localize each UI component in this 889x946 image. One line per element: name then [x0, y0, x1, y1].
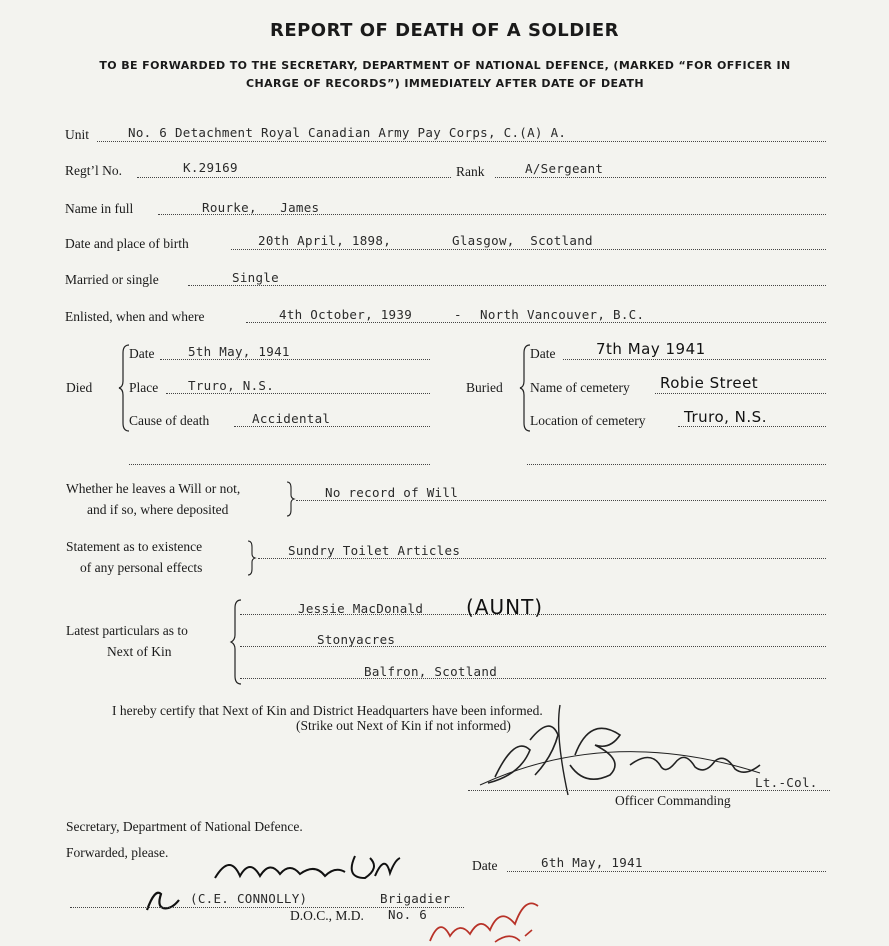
will-value: No record of Will	[325, 485, 459, 500]
forward-date-label: Date	[472, 858, 498, 873]
brigadier-name: (C.E. CONNOLLY)	[190, 891, 308, 906]
forward-date-value: 6th May, 1941	[541, 855, 643, 870]
buried-extra-line	[527, 464, 826, 465]
unit-label: Unit	[65, 127, 90, 142]
birth-place: Glasgow, Scotland	[452, 233, 593, 248]
enlisted-label: Enlisted, when and where	[65, 309, 205, 324]
regt-line	[137, 177, 451, 178]
brigadier-mark	[143, 884, 183, 914]
birth-label: Date and place of birth	[65, 236, 189, 251]
officer-line	[468, 790, 830, 791]
regt-label: Regt’l No.	[65, 163, 122, 178]
secretary-line: Secretary, Department of National Defence.	[66, 819, 303, 834]
enlisted-date: 4th October, 1939	[279, 307, 413, 322]
rank-line	[495, 177, 826, 178]
died-place-line	[166, 393, 430, 394]
enlisted-dash: -	[454, 307, 462, 322]
will-label-line-1: Whether he leaves a Will or not,	[66, 481, 241, 496]
instructions-line-2: CHARGE OF RECORDS”) IMMEDIATELY AFTER DATE OF DEATH	[246, 77, 644, 90]
cause-value: Accidental	[252, 411, 331, 426]
certification-note: (Strike out Next of Kin if not informed)	[296, 718, 511, 733]
cause-label: Cause of death	[129, 413, 210, 428]
red-annotation	[420, 886, 560, 946]
doc-number: No. 6	[388, 907, 428, 922]
doc-label: D.O.C., M.D.	[290, 908, 364, 923]
birth-date: 20th April, 1898,	[258, 233, 392, 248]
officer-rank: Lt.-Col.	[755, 775, 818, 790]
married-line	[188, 285, 826, 286]
forwarded-line: Forwarded, please.	[66, 845, 169, 860]
will-line	[296, 500, 826, 501]
effects-value: Sundry Toilet Articles	[288, 543, 461, 558]
buried-date-line	[563, 359, 826, 360]
forwarded-initials	[205, 848, 405, 888]
effects-label-line-2: of any personal effects	[80, 560, 203, 575]
cemetery-location-value: Truro, N.S.	[684, 408, 767, 426]
rank-value: A/Sergeant	[525, 161, 604, 176]
effects-label-line-1: Statement as to existence	[66, 539, 203, 554]
effects-line	[258, 558, 826, 559]
brigadier-rank: Brigadier	[380, 891, 451, 906]
cause-line	[234, 426, 430, 427]
kin-relationship: (AUNT)	[466, 595, 544, 619]
will-label-line-2: and if so, where deposited	[87, 502, 229, 517]
married-label: Married or single	[65, 272, 159, 287]
kin-line-3	[240, 678, 826, 679]
died-date-label: Date	[129, 346, 155, 361]
certification-text: I hereby certify that Next of Kin and District Headquarters have been informed.	[112, 703, 543, 718]
buried-label: Buried	[466, 380, 503, 395]
unit-value: No. 6 Detachment Royal Canadian Army Pay Corps, C.(A) A.	[128, 125, 567, 140]
died-extra-line	[129, 464, 430, 465]
birth-line	[231, 249, 826, 250]
will-brace	[285, 480, 295, 518]
enlisted-line	[246, 322, 826, 323]
buried-date-value: 7th May 1941	[596, 340, 706, 358]
cemetery-location-line	[678, 426, 826, 427]
name-value: Rourke, James	[202, 200, 320, 215]
buried-date-label: Date	[530, 346, 556, 361]
cemetery-value: Robie Street	[660, 374, 759, 392]
kin-name: Jessie MacDonald	[298, 601, 424, 616]
died-date-value: 5th May, 1941	[188, 344, 290, 359]
officer-signature	[460, 695, 780, 805]
enlisted-place: North Vancouver, B.C.	[480, 307, 645, 322]
died-place-label: Place	[129, 380, 159, 395]
instructions-line-1: TO BE FORWARDED TO THE SECRETARY, DEPARTMENT OF NATIONAL DEFENCE, (MARKED “FOR OFFICER IN	[99, 59, 791, 72]
cemetery-line	[655, 393, 826, 394]
forward-date-line	[507, 871, 826, 872]
cemetery-location-label: Location of cemetery	[530, 413, 646, 428]
kin-label-line-1: Latest particulars as to	[66, 623, 188, 638]
died-place-value: Truro, N.S.	[188, 378, 275, 393]
kin-address-2: Balfron, Scotland	[364, 664, 498, 679]
married-value: Single	[232, 270, 279, 285]
effects-brace	[246, 539, 256, 577]
page-title: REPORT OF DEATH OF A SOLDIER	[269, 20, 620, 41]
name-label: Name in full	[65, 201, 134, 216]
kin-brace	[231, 598, 243, 686]
died-date-line	[160, 359, 430, 360]
regt-value: K.29169	[183, 160, 238, 175]
kin-address-1: Stonyacres	[317, 632, 396, 647]
died-label: Died	[66, 380, 93, 395]
cemetery-label: Name of cemetery	[530, 380, 630, 395]
rank-label: Rank	[456, 164, 485, 179]
form-instructions	[55, 57, 835, 93]
officer-label: Officer Commanding	[615, 793, 731, 808]
kin-label-line-2: Next of Kin	[107, 644, 172, 659]
unit-line	[97, 141, 826, 142]
